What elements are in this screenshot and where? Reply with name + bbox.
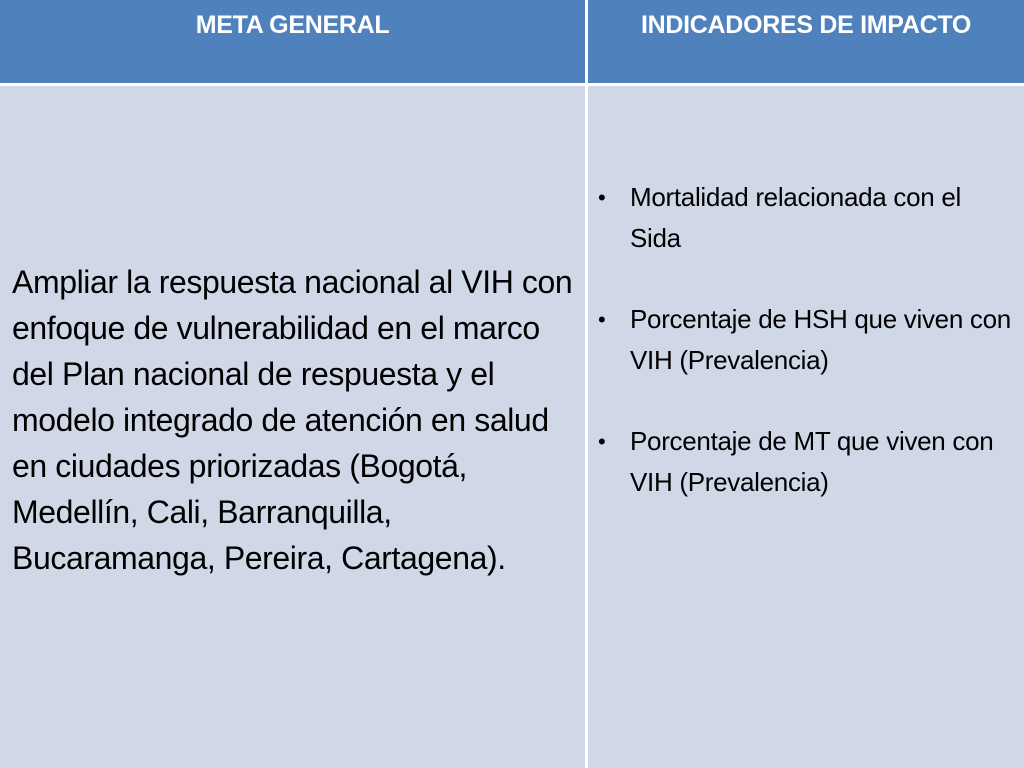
indicator-text: Mortalidad relacionada con el Sida xyxy=(630,182,961,253)
goal-cell xyxy=(0,86,588,768)
header-indicadores-label: INDICADORES DE IMPACTO xyxy=(641,11,971,39)
indicator-text: Porcentaje de HSH que viven con VIH (Prevalencia) xyxy=(630,304,1011,375)
header-meta-general-label: META GENERAL xyxy=(195,11,390,39)
indicator-item xyxy=(596,177,1016,259)
indicator-item xyxy=(596,299,1016,381)
bullet-icon: • xyxy=(598,429,606,454)
indicator-text: Porcentaje de MT que viven con VIH (Prevalencia) xyxy=(630,426,994,497)
indicator-list xyxy=(596,177,1016,503)
indicator-item xyxy=(596,421,1016,503)
bullet-icon: • xyxy=(598,185,606,210)
indicators-cell xyxy=(588,86,1024,768)
bullet-icon: • xyxy=(598,307,606,332)
goal-text: Ampliar la respuesta nacional al VIH con enfoque de vulnerabilidad en el marco del Plan nacional de respuesta y el modelo integrado de atención en salud en ciudades priorizadas (Bogotá, Medellín, Cali, Barranquilla, Bucaramanga, Pereira, Cartagena). xyxy=(12,263,573,576)
header-indicadores-impacto xyxy=(588,0,1024,86)
header-meta-general xyxy=(0,0,588,86)
